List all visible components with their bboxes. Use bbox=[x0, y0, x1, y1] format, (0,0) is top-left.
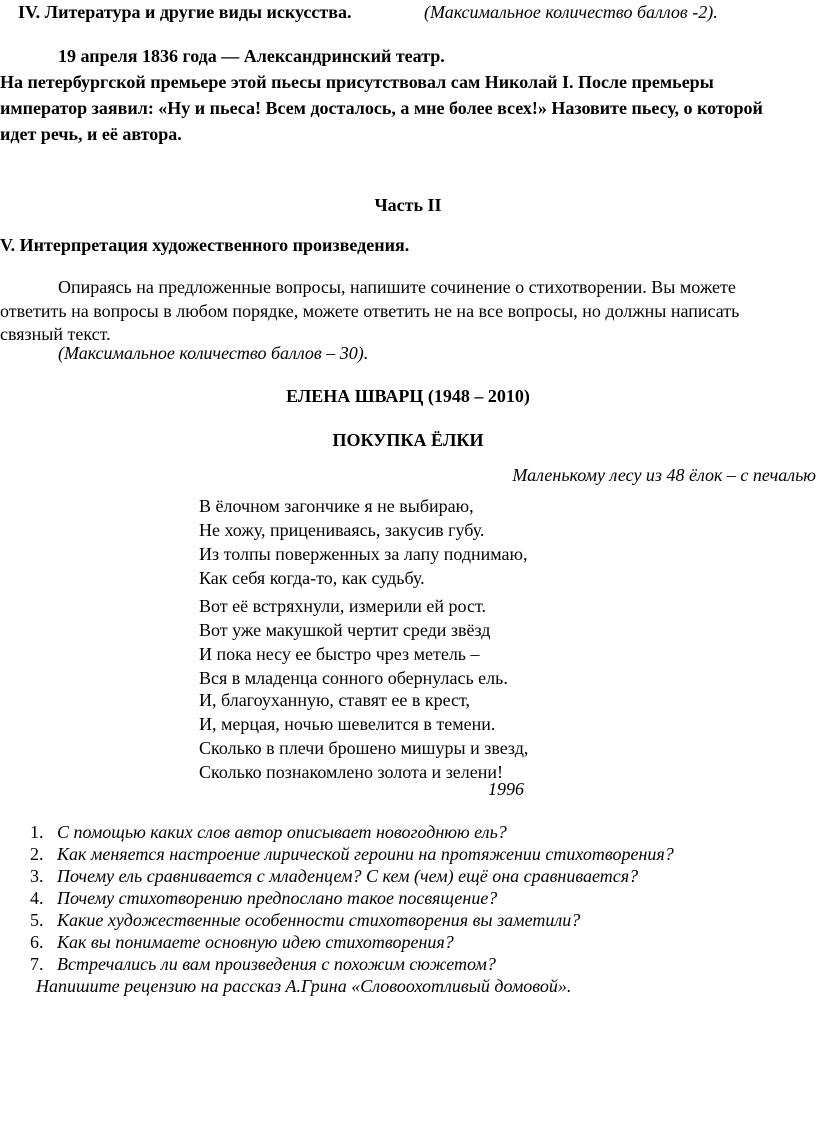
poem-line: Из толпы поверженных за лапу поднимаю, bbox=[199, 544, 528, 564]
poem-stanza-1 bbox=[199, 494, 527, 590]
question-text: Встречались ли вам произведения с похожим сюжетом? bbox=[57, 954, 496, 974]
question-text: Почему стихотворению предпослано такое посвящение? bbox=[57, 888, 498, 908]
task-4-line-3: идет речь, и её автора. bbox=[0, 124, 182, 144]
poem-line: И, благоуханную, ставят ее в крест, bbox=[199, 690, 471, 710]
poem-line: Как себя когда-то, как судьбу. bbox=[199, 568, 425, 588]
question-text: Как вы понимаете основную идею стихотворения? bbox=[57, 932, 454, 952]
poem-stanza-3 bbox=[199, 688, 528, 784]
poem-line: И пока несу ее быстро чрез метель – bbox=[199, 644, 480, 664]
poem-line: Вся в младенца сонного обернулась ель. bbox=[199, 668, 508, 688]
section-5-heading: V. Интерпретация художественного произведения. bbox=[0, 235, 410, 255]
poem-line: Вот уже макушкой чертит среди звёзд bbox=[199, 620, 491, 640]
section-5-intro-line-3: связный текст. bbox=[0, 324, 111, 344]
section-5-intro-line-1: Опираясь на предложенные вопросы, напишите сочинение о стихотворении. Вы можете bbox=[58, 277, 736, 297]
review-task: Напишите рецензию на рассказ А.Грина «Словоохотливый домовой». bbox=[36, 976, 572, 996]
poem-line: В ёлочном загончике я не выбираю, bbox=[199, 496, 474, 516]
question-text: Какие художественные особенности стихотворения вы заметили? bbox=[57, 910, 581, 930]
question-number: 2. bbox=[30, 844, 44, 864]
section-5-max-points: (Максимальное количество баллов – 30). bbox=[58, 343, 369, 363]
section-4-max-points: (Максимальное количество баллов -2). bbox=[424, 2, 718, 22]
question-number: 4. bbox=[30, 888, 44, 908]
poem-line: И, мерцая, ночью шевелится в темени. bbox=[199, 714, 496, 734]
question-text: Как меняется настроение лирической героини на протяжении стихотворения? bbox=[57, 844, 674, 864]
section-5-intro-line-2: ответить на вопросы в любом порядке, можете ответить не на все вопросы, но должны написать bbox=[0, 301, 740, 321]
poem-stanza-2 bbox=[199, 594, 508, 690]
poem-year: 1996 bbox=[488, 779, 524, 799]
poem-line: Не хожу, прицениваясь, закусив губу. bbox=[199, 520, 485, 540]
question-list bbox=[30, 820, 674, 974]
question-item bbox=[30, 864, 674, 886]
poem-dedication: Маленькому лесу из 48 ёлок – с печалью bbox=[512, 465, 816, 485]
task-4-date-line: 19 апреля 1836 года — Александринский театр. bbox=[58, 46, 445, 66]
poem-line: Сколько в плечи брошено мишуры и звезд, bbox=[199, 738, 529, 758]
poem-author: ЕЛЕНА ШВАРЦ (1948 – 2010) bbox=[286, 386, 530, 406]
question-number: 1. bbox=[30, 822, 44, 842]
question-item bbox=[30, 886, 674, 908]
question-text: Почему ель сравнивается с младенцем? С кем (чем) ещё она сравнивается? bbox=[57, 866, 639, 886]
poem-title: ПОКУПКА ЁЛКИ bbox=[332, 430, 484, 450]
question-number: 3. bbox=[30, 866, 44, 886]
section-4-heading: IV. Литература и другие виды искусства. bbox=[18, 2, 352, 22]
question-item bbox=[30, 908, 674, 930]
question-number: 6. bbox=[30, 932, 44, 952]
question-number: 7. bbox=[30, 954, 44, 974]
question-item bbox=[30, 930, 674, 952]
question-item bbox=[30, 842, 674, 864]
question-item bbox=[30, 952, 674, 974]
question-number: 5. bbox=[30, 910, 44, 930]
part-2-title: Часть II bbox=[374, 195, 442, 215]
task-4-line-2: император заявил: «Ну и пьеса! Всем досталось, а мне более всех!» Назовите пьесу, о которой bbox=[0, 98, 763, 118]
task-4-line-1: На петербургской премьере этой пьесы присутствовал сам Николай I. После премьеры bbox=[0, 72, 714, 92]
question-text: С помощью каких слов автор описывает новогоднюю ель? bbox=[57, 822, 507, 842]
poem-line: Сколько познакомлено золота и зелени! bbox=[199, 762, 504, 782]
poem-line: Вот её встряхнули, измерили ей рост. bbox=[199, 596, 487, 616]
question-item bbox=[30, 820, 674, 842]
